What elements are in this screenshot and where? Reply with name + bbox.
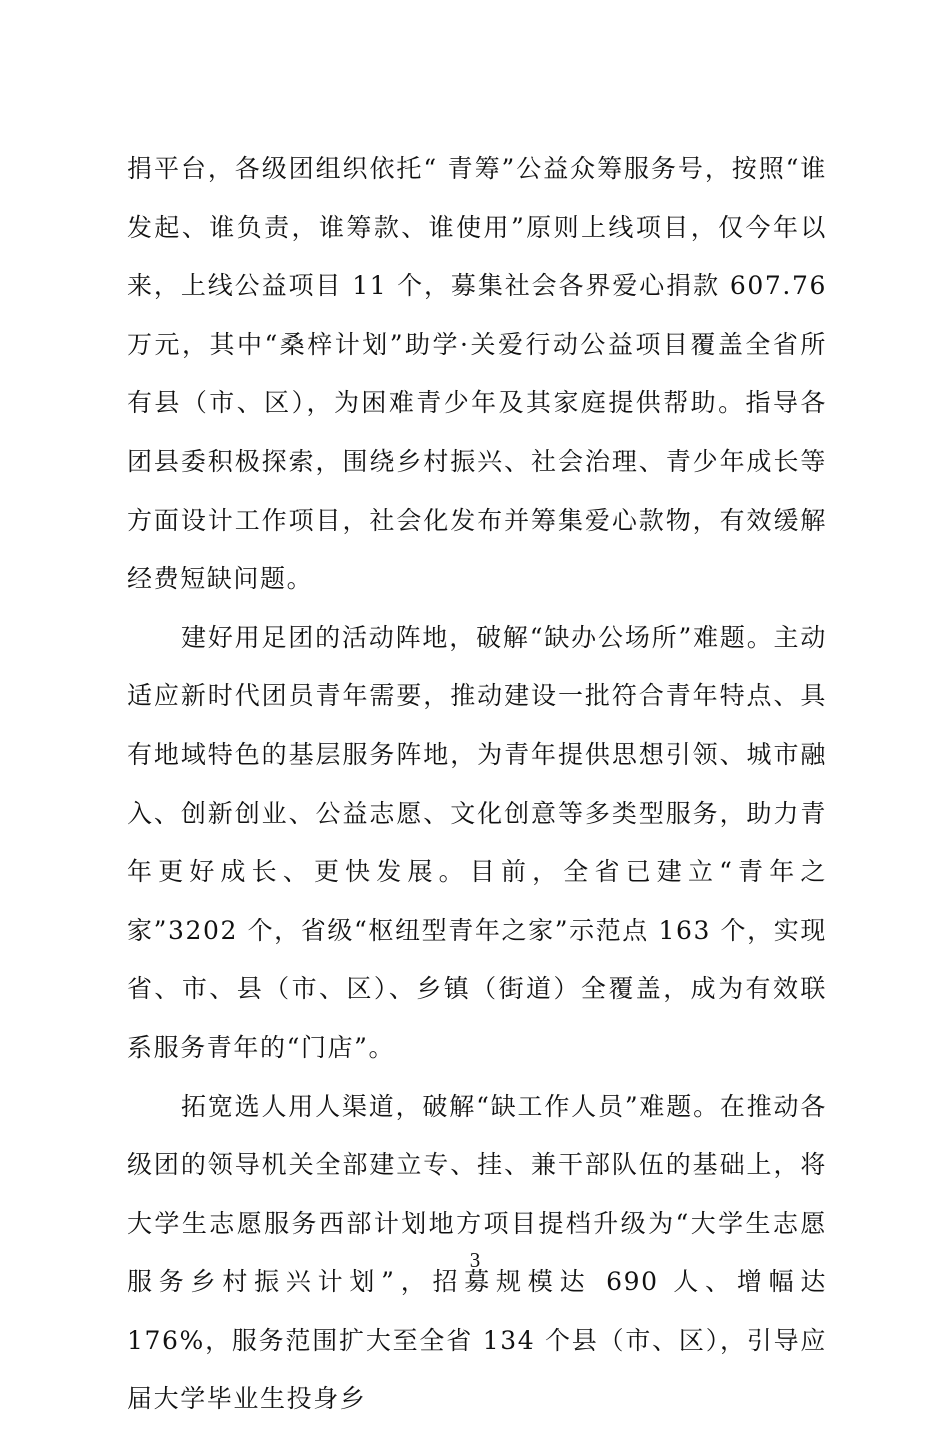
page-number: 3 bbox=[0, 1248, 950, 1273]
body-text bbox=[127, 140, 827, 1429]
paragraph-2: 建好用足团的活动阵地，破解“缺办公场所”难题。主动适应新时代团员青年需要，推动建设一批符合青年特点、具有地域特色的基层服务阵地，为青年提供思想引领、城市融入、创新创业、公益志愿、文化创意等多类型服务，助力青年更好成长、更快发展。目前，全省已建立“青年之家”3202 个，省级“枢纽型青年之家”示范点 163 个，实现省、市、县（市、区）、乡镇（街道）全覆盖，成为有效联系服务青年的“门店”。 bbox=[127, 609, 827, 1078]
paragraph-3: 拓宽选人用人渠道，破解“缺工作人员”难题。在推动各级团的领导机关全部建立专、挂、兼干部队伍的基础上，将大学生志愿服务西部计划地方项目提档升级为“大学生志愿服务乡村振兴计划”，招募规模达 690 人、增幅达 176%，服务范围扩大至全省 134 个县（市、区），引导应届大学毕业生投身乡 bbox=[127, 1078, 827, 1429]
paragraph-1: 捐平台，各级团组织依托“ 青筹”公益众筹服务号，按照“谁发起、谁负责，谁筹款、谁使用”原则上线项目，仅今年以来，上线公益项目 11 个，募集社会各界爱心捐款 607.76 万元，其中“桑梓计划”助学·关爱行动公益项目覆盖全省所有县（市、区），为困难青少年及其家庭提供帮助。指导各团县委积极探索，围绕乡村振兴、社会治理、青少年成长等方面设计工作项目，社会化发布并筹集爱心款物，有效缓解经费短缺问题。 bbox=[127, 140, 827, 609]
